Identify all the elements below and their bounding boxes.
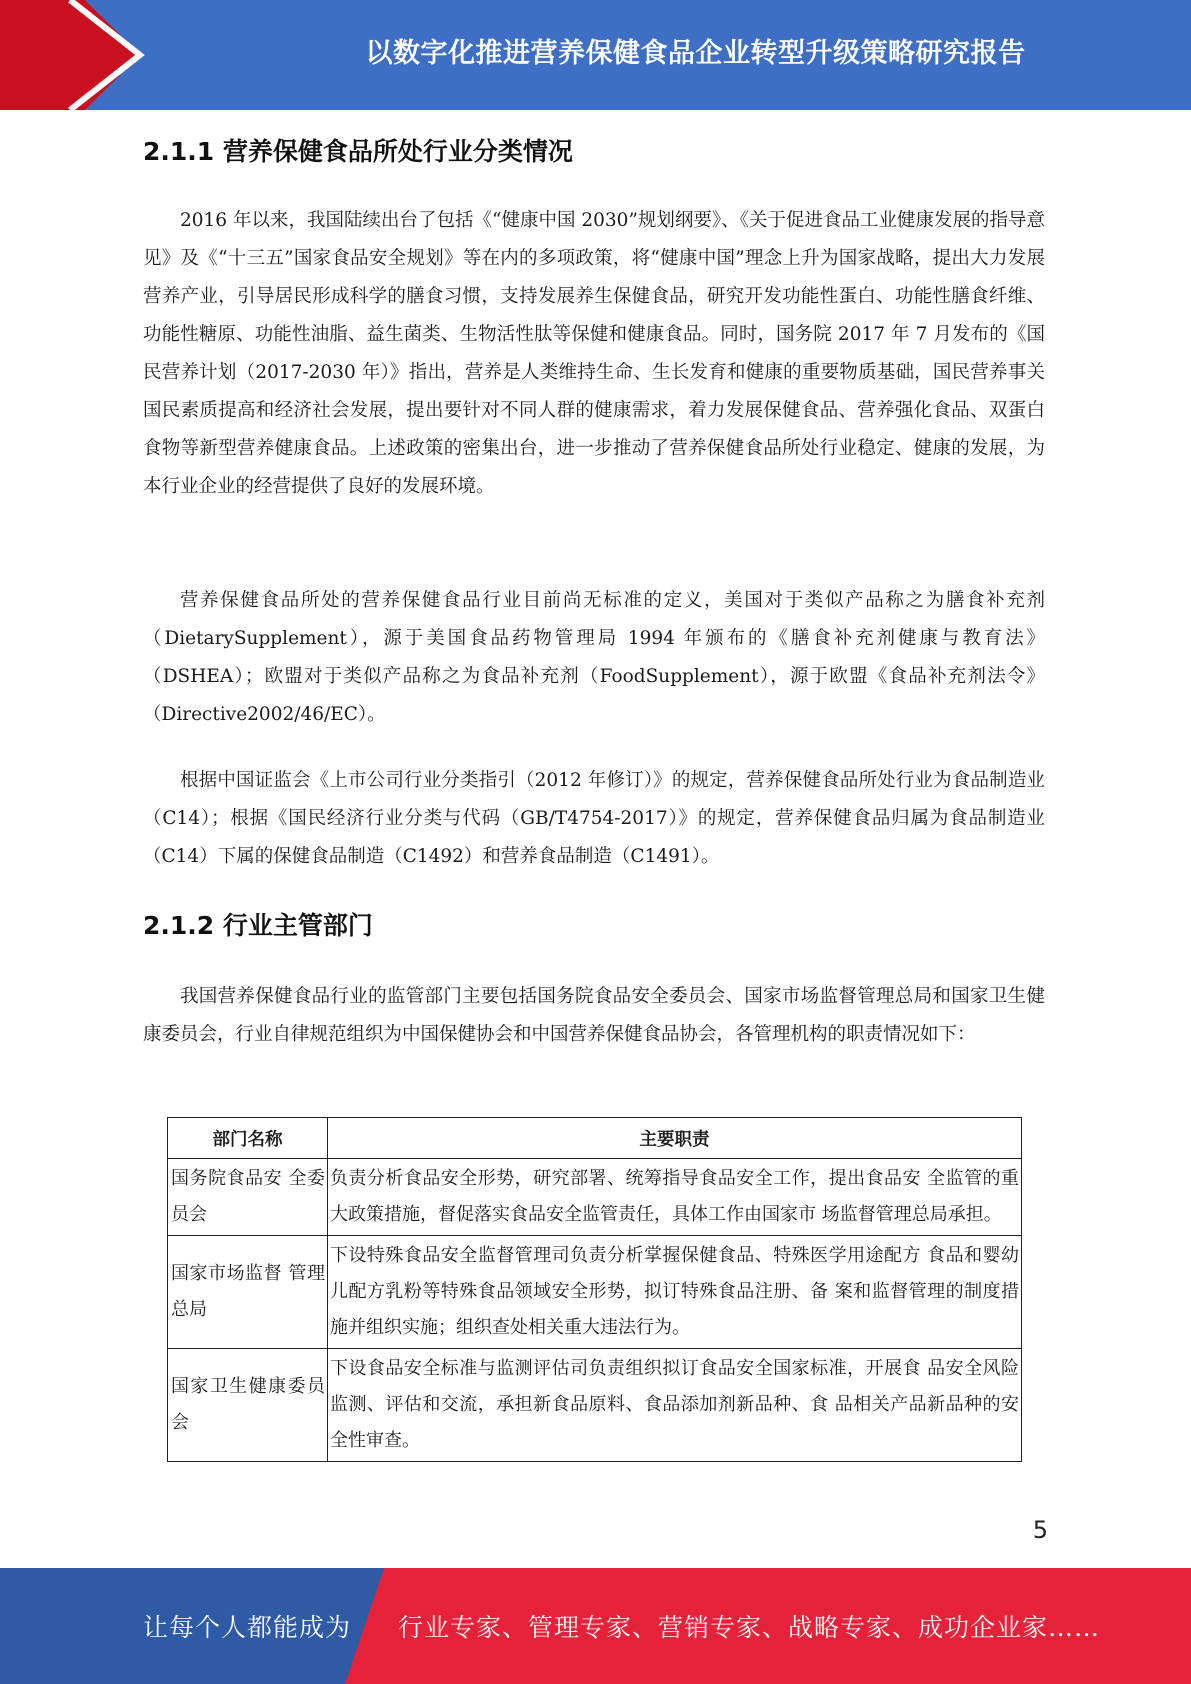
regulators-table bbox=[167, 1117, 1022, 1487]
page-footer bbox=[0, 1568, 1191, 1684]
dept-cell: 国务院食品安 全委员会 bbox=[168, 1159, 328, 1236]
page-header bbox=[0, 0, 1191, 110]
table-row bbox=[168, 1236, 1022, 1349]
table-row bbox=[168, 1349, 1022, 1462]
dept-cell: 国家市场监督 管理总局 bbox=[168, 1236, 328, 1349]
report-title: 以数字化推进营养保健食品企业转型升级策略研究报告 bbox=[365, 37, 1026, 69]
paragraph-classification: 根据中国证监会《上市公司行业分类指引（2012 年修订）》的规定，营养保健食品所处行业为食品制造业（C14）；根据《国民经济行业分类与代码（GB/T4754-2017）》的规定，营养保健食品归属为食品制造业（C14）下属的保健食品制造（C1492）和营养食品制造（C1491）。 bbox=[143, 770, 1045, 867]
page-number: 5 bbox=[1032, 1516, 1048, 1544]
footer-slogan-right: 行业专家、管理专家、营销专家、战略专家、成功企业家…… bbox=[398, 1613, 1101, 1642]
duty-cell: 下设食品安全标准与监测评估司负责组织拟订食品安全国家标准，开展食 品安全风险监测、评估和交流，承担新食品原料、食品添加剂新品种、食 品相关产品新品种的安全性审查。 bbox=[328, 1349, 1022, 1462]
section-heading-2-1-2: 2.1.2 行业主管部门 bbox=[143, 911, 373, 940]
table-row bbox=[168, 1159, 1022, 1236]
column-header-duty: 主要职责 bbox=[328, 1118, 1022, 1159]
paragraph-regulators: 我国营养保健食品行业的监管部门主要包括国务院食品安全委员会、国家市场监督管理总局和国家卫生健康委员会，行业自律规范组织为中国保健协会和中国营养保健食品协会，各管理机构的职责情况如下： bbox=[143, 986, 1045, 1045]
dept-cell: 国家卫生健康委员会 bbox=[168, 1349, 328, 1462]
section-heading-2-1-1: 2.1.1 营养保健食品所处行业分类情况 bbox=[143, 137, 573, 166]
footer-slogan-left: 让每个人都能成为 bbox=[143, 1613, 352, 1642]
paragraph-policy: 2016 年以来，我国陆续出台了包括《“健康中国 2030”规划纲要》、《关于促进食品工业健康发展的指导意见》及《“十三五”国家食品安全规划》等在内的多项政策，将“健康中国”理念上升为国家战略，提出大力发展营养产业，引导居民形成科学的膳食习惯，支持发展养生保健食品，研究开发功能性蛋白、功能性膳食纤维、功能性糖原、功能性油脂、益生菌类、生物活性肽等保健和健康食品。同时，国务院 2017 年 7 月发布的《国民营养计划（2017-2030 年）》指出，营养是人类维持生命、生长发育和健康的重要物质基础，国民营养事关国民素质提高和经济社会发展，提出要针对不同人群的健康需求，着力发展保健食品、营养强化食品、双蛋白食物等新型营养健康食品。上述政策的密集出台，进一步推动了营养保健食品所处行业稳定、健康的发展，为本行业企业的经营提供了良好的发展环境。 bbox=[143, 210, 1045, 497]
paragraph-definition: 营养保健食品所处的营养保健食品行业目前尚无标准的定义，美国对于类似产品称之为膳食补充剂（DietarySupplement），源于美国食品药物管理局 1994 年颁布的《膳食补充剂健康与教育法》（DSHEA）；欧盟对于类似产品称之为食品补充剂（FoodSupplement），源于欧盟《食品补充剂法令》（Directive2002/46/EC）。 bbox=[143, 590, 1045, 725]
duty-cell: 下设特殊食品安全监督管理司负责分析掌握保健食品、特殊医学用途配方 食品和婴幼儿配方乳粉等特殊食品领域安全形势，拟订特殊食品注册、备 案和监督管理的制度措施并组织实施；组织查处相关重大违法行为。 bbox=[328, 1236, 1022, 1349]
duty-cell: 负责分析食品安全形势，研究部署、统筹指导食品安全工作，提出食品安 全监管的重大政策措施，督促落实食品安全监管责任，具体工作由国家市 场监督管理总局承担。 bbox=[328, 1159, 1022, 1236]
column-header-dept: 部门名称 bbox=[168, 1118, 328, 1159]
table-header-row bbox=[168, 1118, 1022, 1159]
